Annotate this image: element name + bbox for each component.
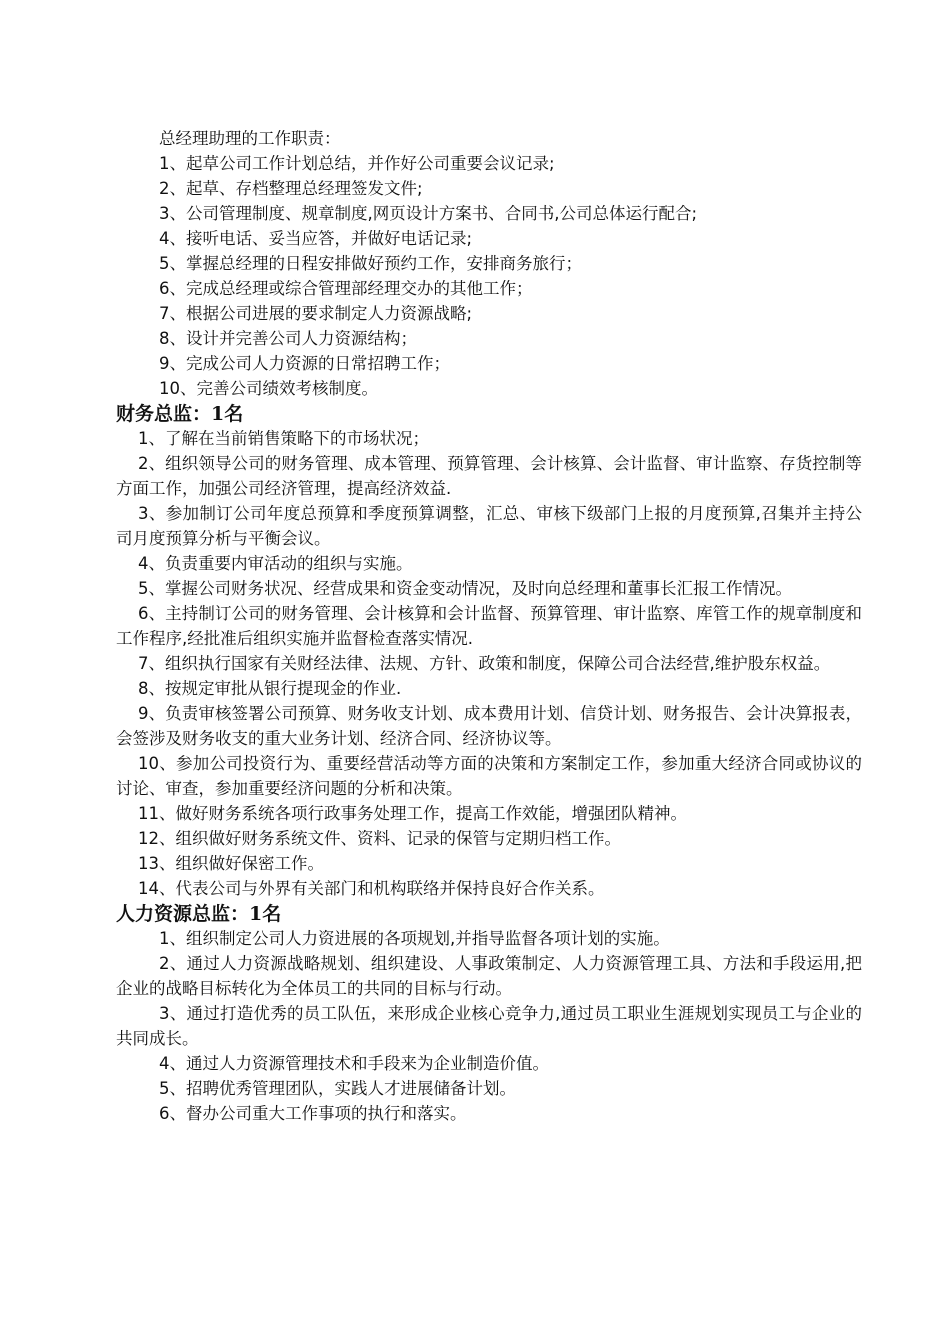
list-item: 2、起草、存档整理总经理签发文件; [159,179,423,198]
list-item: 1、了解在当前销售策略下的市场状况； [138,429,429,448]
finance-section [116,402,862,901]
list-item: 13、组织做好保密工作。 [138,854,324,873]
list-item: 4、接听电话、妥当应答，并做好电话记录; [159,229,473,248]
section-title: 总经理助理的工作职责： [159,129,341,148]
list-item: 3、公司管理制度、规章制度,网页设计方案书、合同书,公司总体运行配合; [159,204,698,223]
list-item: 6、主持制订公司的财务管理、会计核算和会计监督、预算管理、审计监察、库管工作的规章制度和工作程序,经批准后组织实施并监督检查落实情况. [116,604,862,648]
list-item: 2、通过人力资源战略规划、组织建设、人事政策制定、人力资源管理工具、方法和手段运用,把企业的战略目标转化为全体员工的共同的目标与行动。 [116,954,862,998]
section-heading: 人力资源总监：1名 [116,903,282,925]
list-item: 10、参加公司投资行为、重要经营活动等方面的决策和方案制定工作，参加重大经济合同或协议的讨论、审查，参加重要经济问题的分析和决策。 [116,754,862,798]
list-item: 6、完成总经理或综合管理部经理交办的其他工作； [159,279,533,298]
list-item: 3、通过打造优秀的员工队伍，来形成企业核心竞争力,通过员工职业生涯规划实现员工与企业的共同成长。 [116,1004,862,1048]
list-item: 9、负责审核签署公司预算、财务收支计划、成本费用计划、信贷计划、财务报告、会计决算报表，会签涉及财务收支的重大业务计划、经济合同、经济协议等。 [116,704,862,748]
list-item: 8、设计并完善公司人力资源结构； [159,329,417,348]
list-item: 3、参加制订公司年度总预算和季度预算调整，汇总、审核下级部门上报的月度预算,召集并主持公司月度预算分析与平衡会议。 [116,504,862,548]
list-item: 5、掌握公司财务状况、经营成果和资金变动情况，及时向总经理和董事长汇报工作情况。 [138,579,792,598]
list-item: 4、负责重要内审活动的组织与实施。 [138,554,413,573]
list-item: 6、督办公司重大工作事项的执行和落实。 [159,1104,467,1123]
list-item: 7、组织执行国家有关财经法律、法规、方针、政策和制度，保障公司合法经营,维护股东权益。 [138,654,831,673]
list-item: 2、组织领导公司的财务管理、成本管理、预算管理、会计核算、会计监督、审计监察、存货控制等方面工作，加强公司经济管理，提高经济效益. [116,454,862,498]
document-page [116,126,862,1126]
list-item: 8、按规定审批从银行提现金的作业. [138,679,402,698]
list-item: 12、组织做好财务系统文件、资料、记录的保管与定期归档工作。 [138,829,621,848]
list-item: 11、做好财务系统各项行政事务处理工作，提高工作效能，增强团队精神。 [138,804,687,823]
list-item: 14、代表公司与外界有关部门和机构联络并保持良好合作关系。 [138,879,605,898]
list-item: 9、完成公司人力资源的日常招聘工作； [159,354,450,373]
list-item: 5、掌握总经理的日程安排做好预约工作，安排商务旅行； [159,254,582,273]
list-item: 7、根据公司进展的要求制定人力资源战略; [159,304,473,323]
list-item: 1、起草公司工作计划总结，并作好公司重要会议记录; [159,154,555,173]
list-item: 4、通过人力资源管理技术和手段来为企业制造价值。 [159,1054,549,1073]
list-item: 10、完善公司绩效考核制度。 [159,379,378,398]
assistant-section [116,126,862,401]
hr-section [116,902,862,1126]
list-item: 5、招聘优秀管理团队，实践人才进展储备计划。 [159,1079,516,1098]
list-item: 1、组织制定公司人力资进展的各项规划,并指导监督各项计划的实施。 [159,929,670,948]
section-heading: 财务总监：1名 [116,403,244,425]
